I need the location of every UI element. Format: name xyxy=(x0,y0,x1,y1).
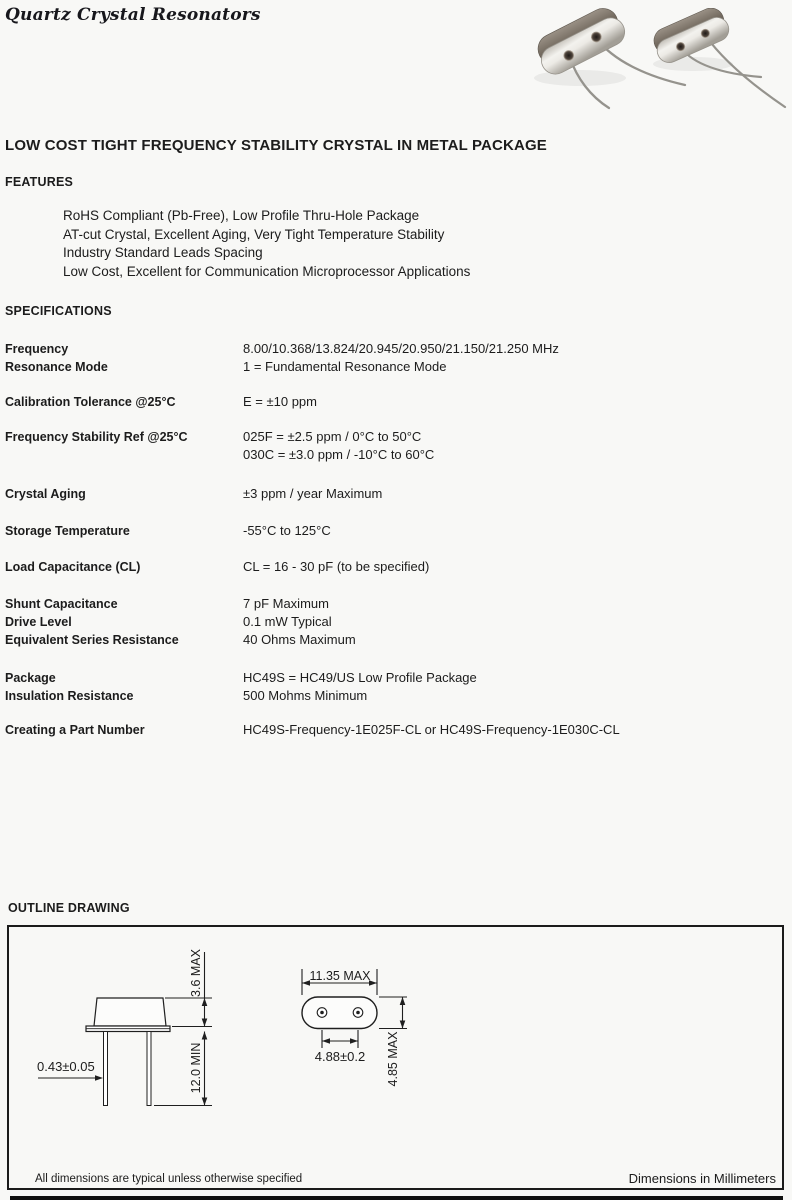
outline-drawing-heading: OUTLINE DRAWING xyxy=(8,901,130,915)
spec-value: 0.1 mW Typical xyxy=(243,614,332,629)
page-title: LOW COST TIGHT FREQUENCY STABILITY CRYSTAL IN METAL PACKAGE xyxy=(5,137,547,154)
features-list xyxy=(63,207,470,281)
spec-row xyxy=(5,595,725,649)
spec-value: 500 Mohms Minimum xyxy=(243,688,368,703)
spec-label: Storage Temperature xyxy=(5,524,130,538)
spec-row xyxy=(5,522,725,540)
spec-row xyxy=(5,393,725,411)
features-heading: FEATURES xyxy=(5,175,74,189)
spec-row xyxy=(5,558,725,576)
spec-label: Crystal Aging xyxy=(5,487,86,501)
dim-label-body-depth: 4.85 MAX xyxy=(386,1031,400,1087)
dim-label-lead-diameter: 0.43±0.05 xyxy=(37,1059,95,1074)
crystal-can-left xyxy=(531,8,629,79)
specifications-table xyxy=(5,340,725,739)
dim-lead-length xyxy=(154,1032,212,1106)
spec-label: Insulation Resistance xyxy=(5,689,134,703)
page-bottom-bar xyxy=(10,1196,783,1200)
crystal-lead xyxy=(705,35,785,107)
spec-value: 40 Ohms Maximum xyxy=(243,632,356,647)
spec-value: CL = 16 - 30 pF (to be specified) xyxy=(243,559,430,574)
spec-label: Frequency xyxy=(5,342,69,356)
spec-value: HC49S-Frequency-1E025F-CL or HC49S-Frequency-1E030C-CL xyxy=(243,722,620,737)
outline-drawing xyxy=(7,925,784,1190)
dim-body-depth xyxy=(379,997,407,1029)
spec-label: Load Capacitance (CL) xyxy=(5,560,141,574)
spec-label: Package xyxy=(5,671,56,685)
spec-row xyxy=(5,721,725,739)
top-view-crystal xyxy=(302,997,377,1029)
dim-label-can-height: 3.6 MAX xyxy=(189,949,203,997)
spec-value: 025F = ±2.5 ppm / 0°C to 50°C xyxy=(243,429,422,444)
spec-label: Frequency Stability Ref @25°C xyxy=(5,430,188,444)
dim-label-lead-spacing: 4.88±0.2 xyxy=(314,1049,366,1064)
brand-title: Quartz Crystal Resonators xyxy=(5,5,261,25)
spec-label: Calibration Tolerance @25°C xyxy=(5,395,176,409)
feature-item: RoHS Compliant (Pb-Free), Low Profile Thru-Hole Package xyxy=(63,208,420,223)
spec-row xyxy=(5,485,725,503)
spec-value: 8.00/10.368/13.824/20.945/20.950/21.150/21.250 MHz xyxy=(243,341,559,356)
feature-item: AT-cut Crystal, Excellent Aging, Very Tight Temperature Stability xyxy=(63,226,445,242)
spec-value: 030C = ±3.0 ppm / -10°C to 60°C xyxy=(243,447,435,462)
side-view-crystal xyxy=(86,998,170,1106)
spec-label: Equivalent Series Resistance xyxy=(5,633,179,647)
spec-value: ±3 ppm / year Maximum xyxy=(243,486,383,501)
spec-label: Resonance Mode xyxy=(5,360,108,374)
spec-value: 1 = Fundamental Resonance Mode xyxy=(243,359,447,374)
dim-lead-spacing xyxy=(322,1030,358,1048)
dim-label-body-width: 11.35 MAX xyxy=(309,969,371,983)
spec-row xyxy=(5,428,725,464)
dim-label-lead-length: 12.0 MIN xyxy=(189,1042,203,1094)
spec-value: 7 pF Maximum xyxy=(243,596,329,611)
spec-value: -55°C to 125°C xyxy=(243,523,331,538)
specifications-heading: SPECIFICATIONS xyxy=(5,304,112,318)
spec-label: Creating a Part Number xyxy=(5,723,145,737)
dimensions-note: All dimensions are typical unless otherwise specified xyxy=(35,1173,303,1185)
dimensions-unit-note: Dimensions in Millimeters xyxy=(628,1171,776,1186)
feature-item: Low Cost, Excellent for Communication Microprocessor Applications xyxy=(63,263,471,279)
dim-lead-diameter xyxy=(38,1075,103,1081)
feature-item: Industry Standard Leads Spacing xyxy=(63,245,263,260)
crystal-product-photo xyxy=(495,8,792,120)
spec-row xyxy=(5,669,725,705)
spec-value: E = ±10 ppm xyxy=(243,394,317,409)
spec-label: Drive Level xyxy=(5,615,72,629)
spec-label: Shunt Capacitance xyxy=(5,597,118,611)
spec-value: HC49S = HC49/US Low Profile Package xyxy=(243,670,477,685)
spec-row xyxy=(5,340,725,376)
